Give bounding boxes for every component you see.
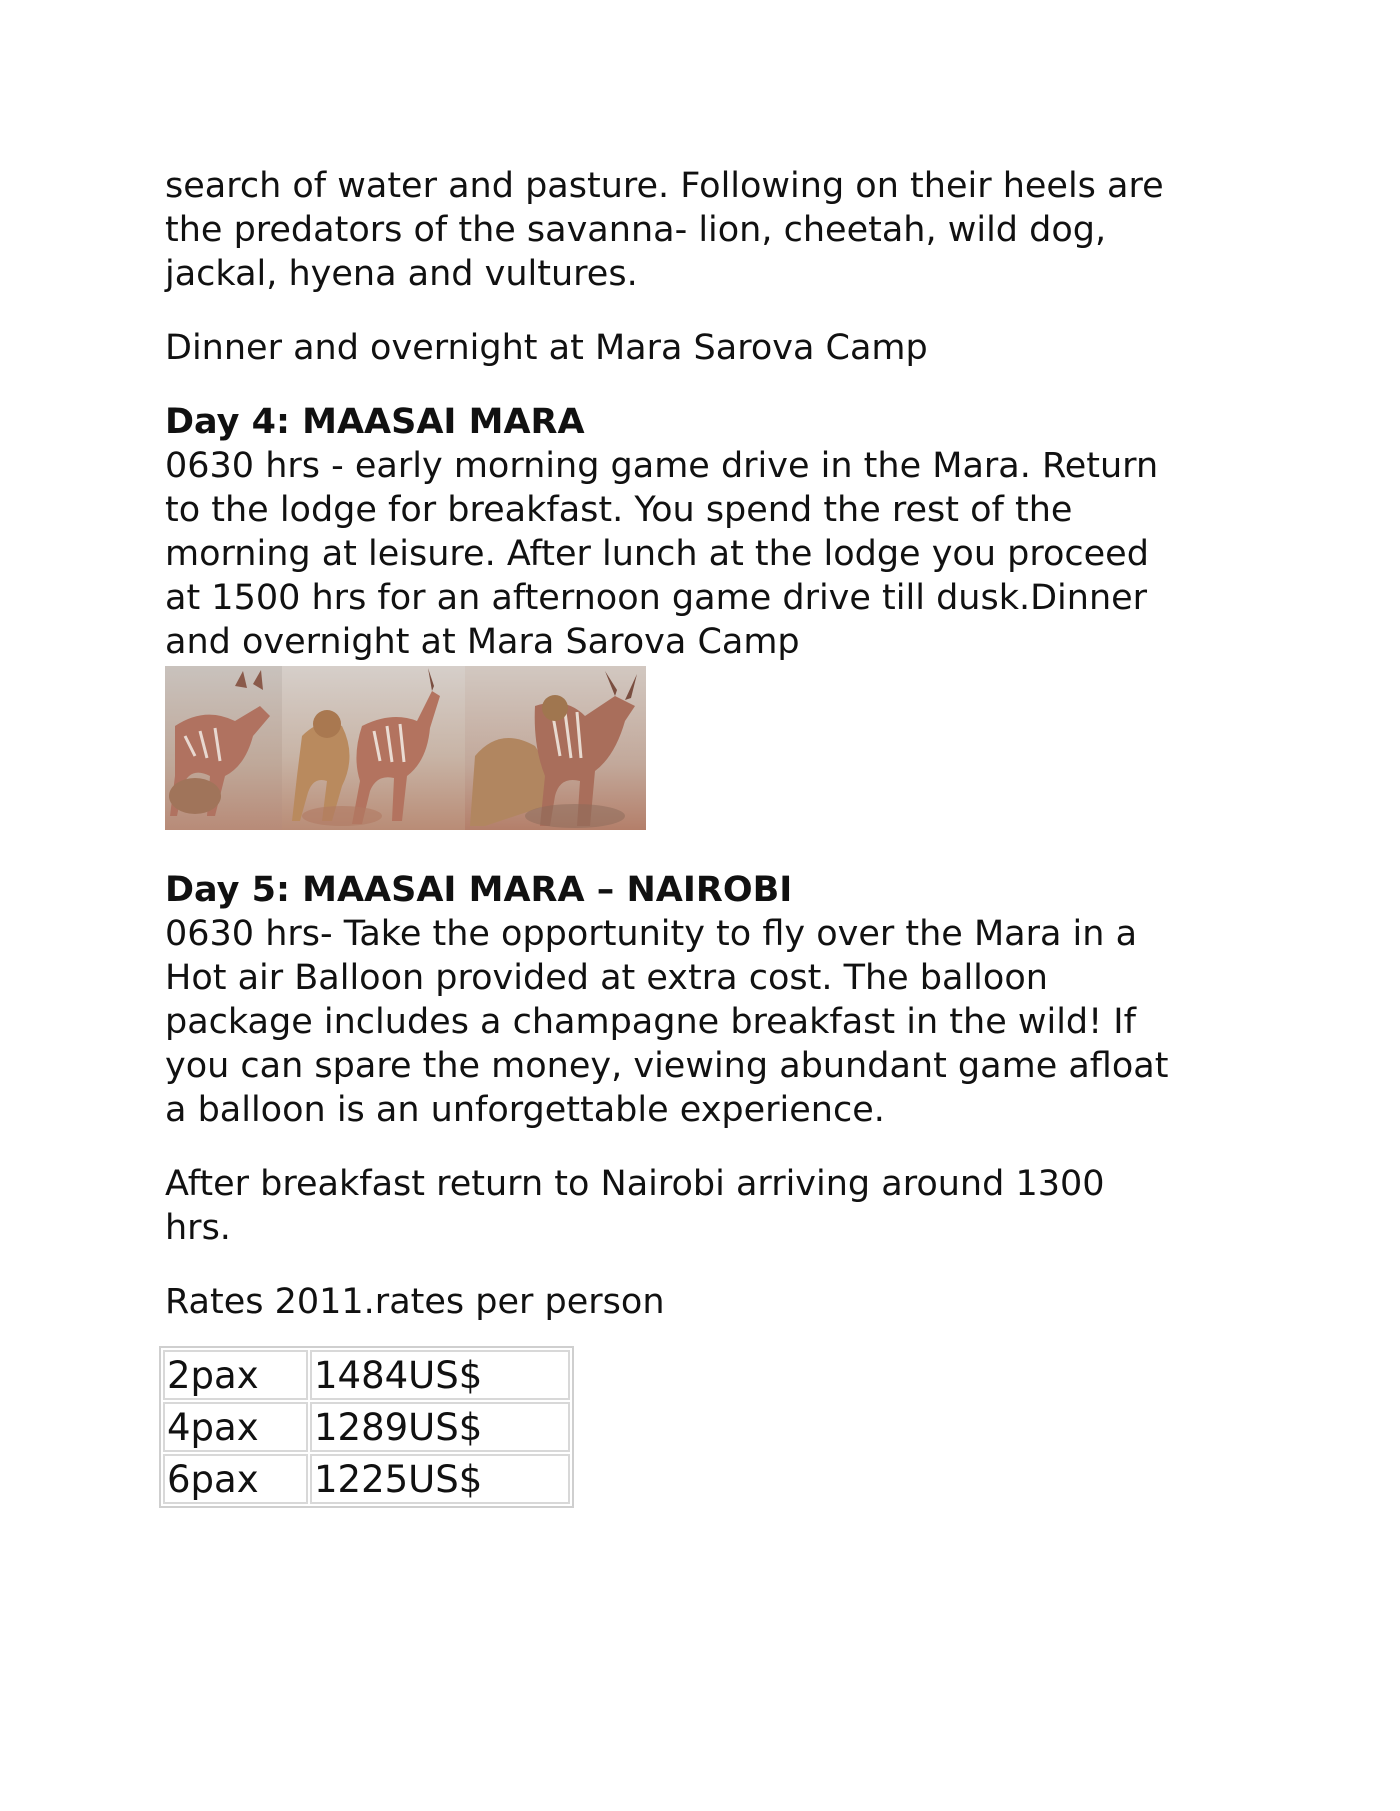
intro-overnight: Dinner and overnight at Mara Sarova Camp bbox=[165, 328, 928, 368]
day5-line: Hot air Balloon provided at extra cost. The balloon bbox=[165, 958, 1048, 998]
lion-hunting-kudu-photo-strip bbox=[165, 666, 646, 830]
day5-line: 0630 hrs- Take the opportunity to fly over the Mara in a bbox=[165, 914, 1138, 954]
day4-section bbox=[165, 400, 1245, 830]
day4-line: at 1500 hrs for an afternoon game drive till dusk.Dinner bbox=[165, 578, 1148, 618]
intro-section bbox=[165, 164, 1245, 370]
photo-panel-1 bbox=[165, 666, 282, 830]
rates-pax-cell: 6pax bbox=[163, 1454, 308, 1504]
table-row bbox=[163, 1350, 570, 1400]
table-row bbox=[163, 1454, 570, 1504]
day4-line: 0630 hrs - early morning game drive in the Mara. Return bbox=[165, 446, 1159, 486]
document-page bbox=[165, 164, 1245, 1508]
lion-kudu-photo-icon bbox=[282, 666, 465, 830]
rates-pax-cell: 4pax bbox=[163, 1402, 308, 1452]
day4-line: and overnight at Mara Sarova Camp bbox=[165, 622, 800, 662]
day5-heading: Day 5: MAASAI MARA – NAIROBI bbox=[165, 870, 793, 910]
photo-panel-3 bbox=[465, 666, 646, 830]
intro-line: the predators of the savanna- lion, cheetah, wild dog, bbox=[165, 210, 1107, 250]
intro-line: search of water and pasture. Following on their heels are bbox=[165, 166, 1164, 206]
photo-panel-2 bbox=[282, 666, 465, 830]
rates-section bbox=[165, 1280, 1245, 1508]
day5-line: you can spare the money, viewing abundant game afloat bbox=[165, 1046, 1169, 1086]
lion-kudu-photo-icon bbox=[465, 666, 646, 830]
day5-line: a balloon is an unforgettable experience. bbox=[165, 1090, 885, 1130]
day5-line: package includes a champagne breakfast in the wild! If bbox=[165, 1002, 1136, 1042]
rates-price-cell: 1484US$ bbox=[310, 1350, 570, 1400]
day5-return-line: After breakfast return to Nairobi arriving around 1300 bbox=[165, 1164, 1105, 1204]
day4-line: morning at leisure. After lunch at the lodge you proceed bbox=[165, 534, 1149, 574]
rates-pax-cell: 2pax bbox=[163, 1350, 308, 1400]
day4-line: to the lodge for breakfast. You spend the rest of the bbox=[165, 490, 1073, 530]
rates-price-cell: 1289US$ bbox=[310, 1402, 570, 1452]
lion-kudu-photo-icon bbox=[165, 666, 282, 830]
rates-table bbox=[159, 1346, 574, 1508]
day5-return-line: hrs. bbox=[165, 1208, 231, 1248]
day5-section bbox=[165, 868, 1245, 1250]
rates-caption: Rates 2011.rates per person bbox=[165, 1282, 665, 1322]
rates-price-cell: 1225US$ bbox=[310, 1454, 570, 1504]
intro-line: jackal, hyena and vultures. bbox=[165, 254, 638, 294]
table-row bbox=[163, 1402, 570, 1452]
day4-heading: Day 4: MAASAI MARA bbox=[165, 402, 585, 442]
